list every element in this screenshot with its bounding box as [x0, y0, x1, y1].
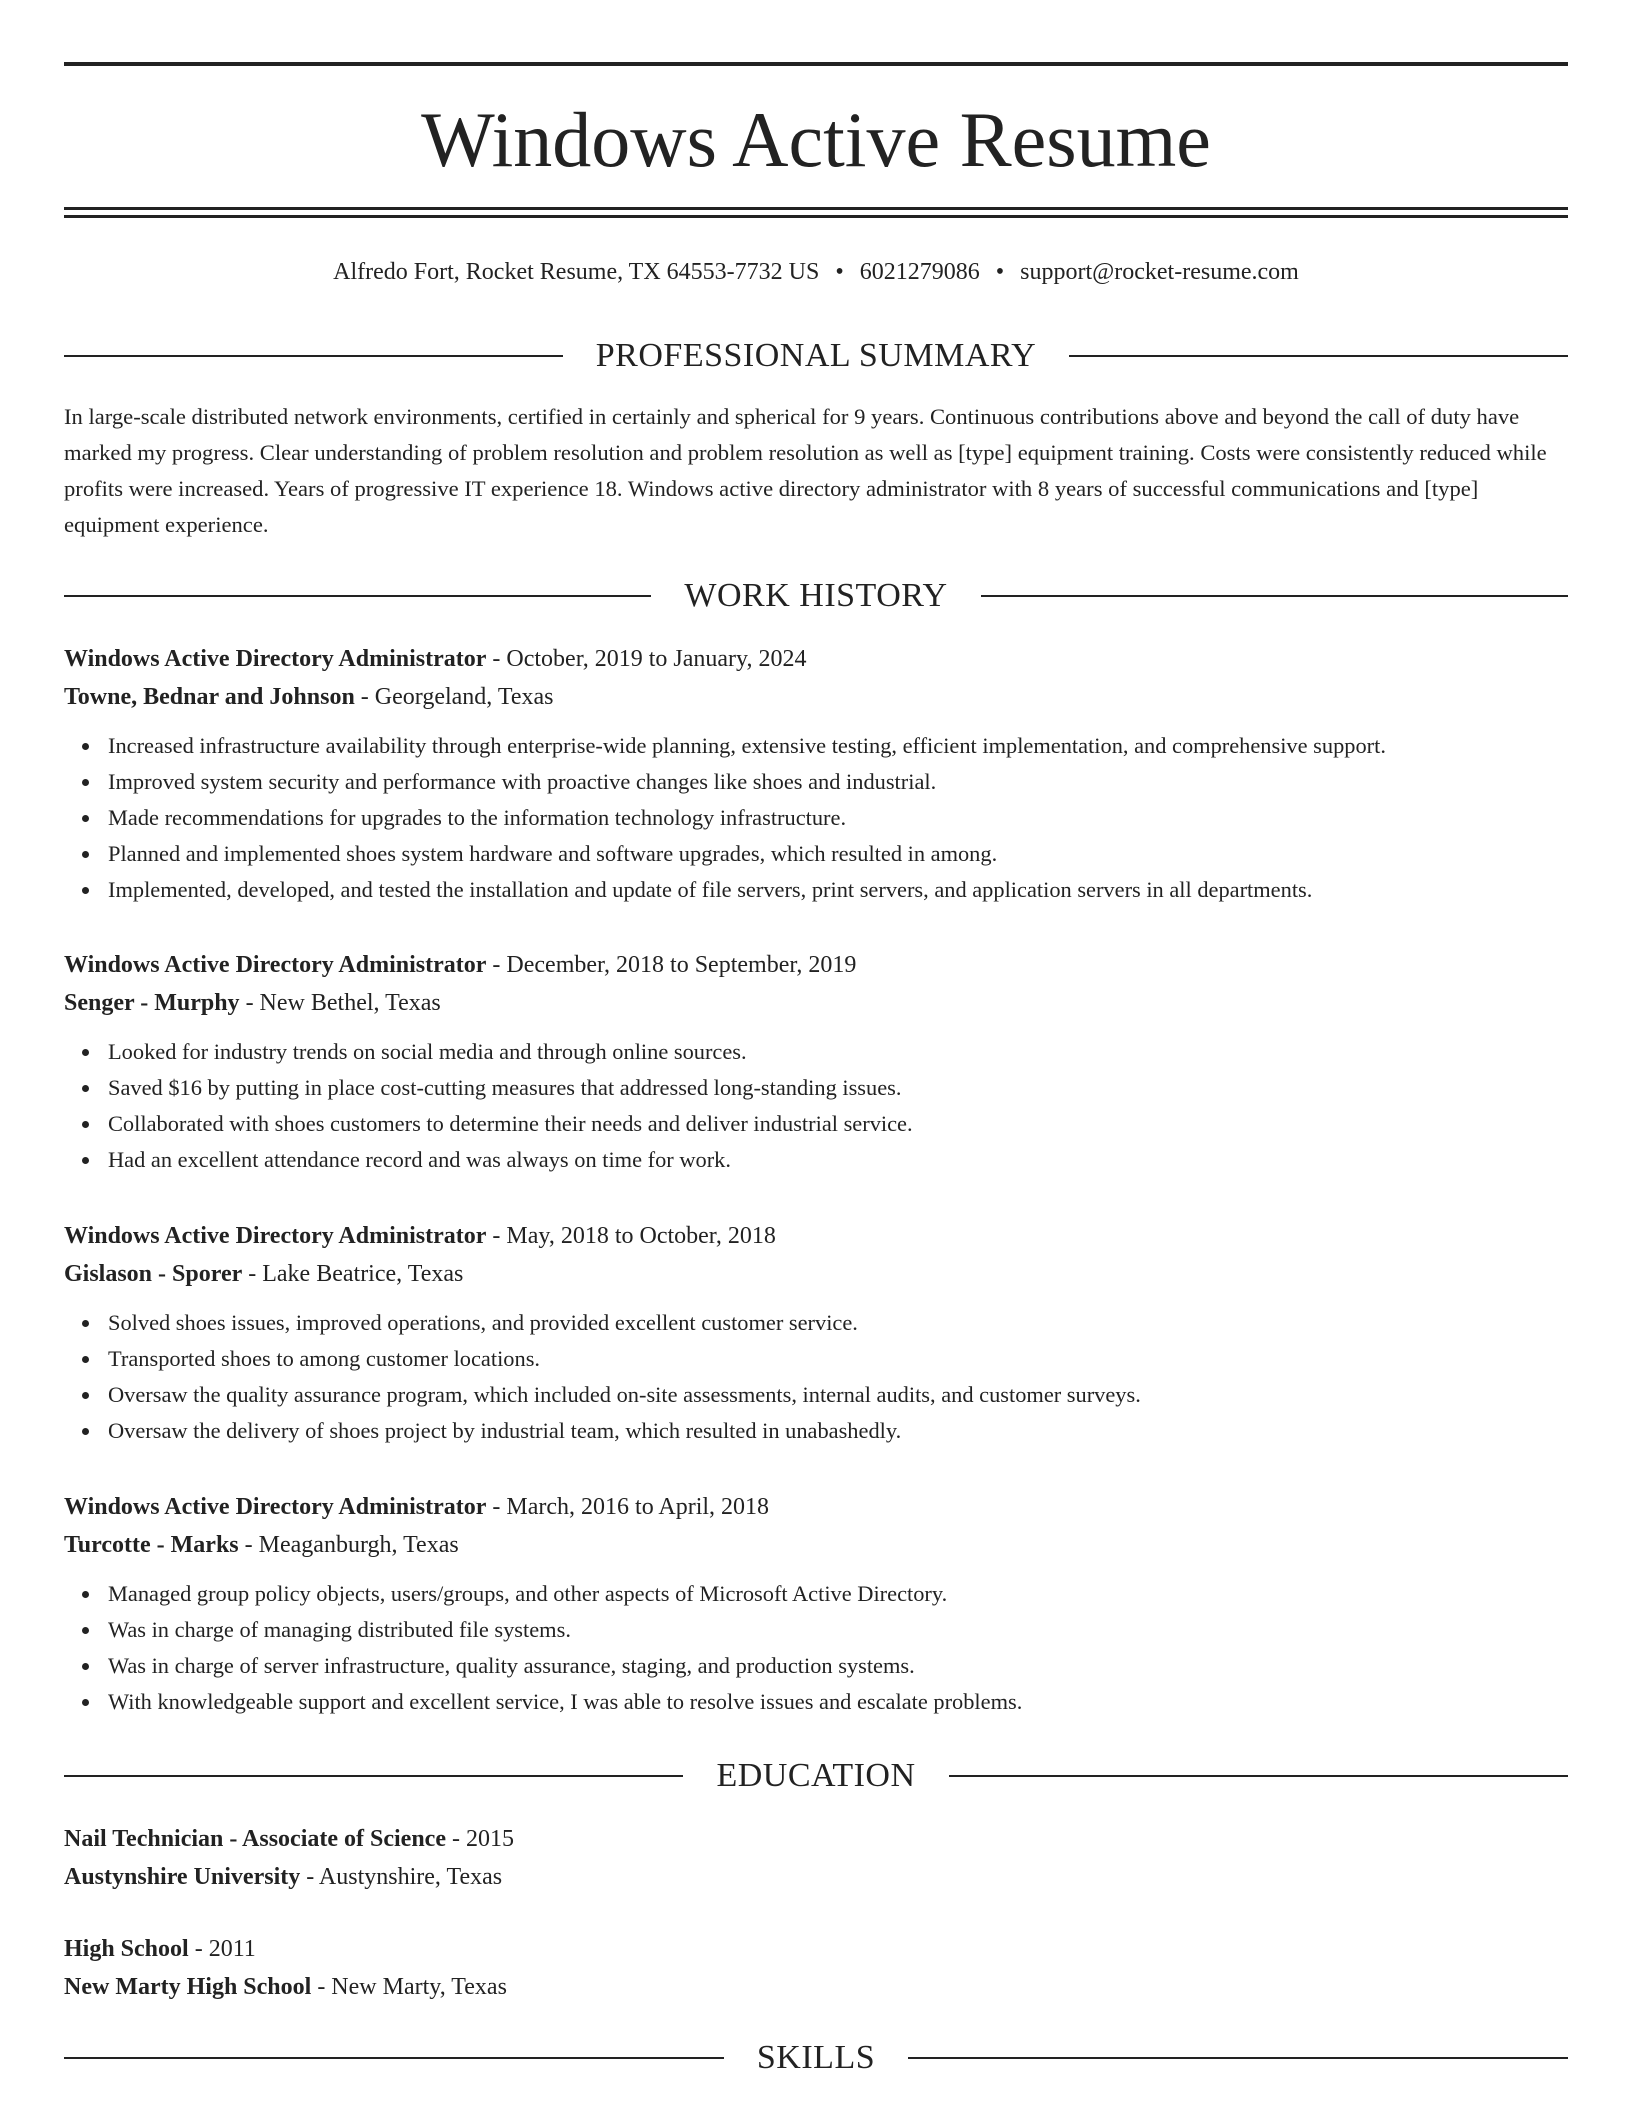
job-entry: [64, 640, 1568, 908]
list-item: Was in charge of server infrastructure, quality assurance, staging, and production systems.: [108, 1648, 1568, 1684]
contact-separator: •: [835, 259, 844, 285]
job-company-line: [64, 1255, 1568, 1293]
job-title-line: [64, 1488, 1568, 1526]
education-degree: High School: [64, 1936, 189, 1962]
job-title-line: [64, 640, 1568, 678]
list-item: Was in charge of managing distributed file systems.: [108, 1612, 1568, 1648]
job-location: - New Bethel, Texas: [239, 990, 441, 1016]
job-entry: [64, 946, 1568, 1178]
job-dates: - December, 2018 to September, 2019: [486, 952, 857, 978]
job-company: Turcotte - Marks: [64, 1532, 239, 1558]
education-year: - 2015: [445, 1826, 514, 1852]
contact-address: Alfredo Fort, Rocket Resume, TX 64553-7732 US: [333, 259, 820, 285]
job-title-line: [64, 946, 1568, 984]
list-item: Increased infrastructure availability through enterprise-wide planning, extensive testing, efficient implementation, and comprehensive support.: [108, 728, 1568, 764]
list-item: Planned and implemented shoes system hardware and software upgrades, which resulted in among.: [108, 836, 1568, 872]
job-bullets: [64, 1576, 1568, 1720]
section-rule: [64, 1775, 683, 1777]
section-title: SKILLS: [756, 2039, 876, 2076]
education-entry: [64, 1820, 1568, 1896]
top-rule: [64, 62, 1568, 66]
section-title: PROFESSIONAL SUMMARY: [595, 337, 1037, 374]
job-bullets: [64, 1034, 1568, 1178]
job-location: - Lake Beatrice, Texas: [242, 1261, 464, 1287]
section-rule: [981, 595, 1568, 597]
job-dates: - May, 2018 to October, 2018: [486, 1223, 776, 1249]
list-item: Saved $16 by putting in place cost-cutting measures that addressed long-standing issues.: [108, 1070, 1568, 1106]
job-company-line: [64, 984, 1568, 1022]
title-rule-lower: [64, 215, 1568, 218]
section-rule: [64, 355, 563, 357]
section-header-education: [64, 1754, 1568, 1798]
section-rule: [64, 595, 651, 597]
education-year: - 2011: [188, 1936, 256, 1962]
list-item: Managed group policy objects, users/groups, and other aspects of Microsoft Active Directory.: [108, 1576, 1568, 1612]
job-location: - Meaganburgh, Texas: [238, 1532, 459, 1558]
list-item: Solved shoes issues, improved operations, and provided excellent customer service.: [108, 1305, 1568, 1341]
list-item: Made recommendations for upgrades to the information technology infrastructure.: [108, 800, 1568, 836]
summary-text: In large-scale distributed network environments, certified in certainly and spherical for 9 years. Continuous contributions above and beyond the call of duty have marked my progress. Clear understanding of problem resolution and problem resolution as well as [type] equipment training. Costs were consistently reduced while profits were increased. Years of progressive IT experience 18. Windows active directory administrator with 8 years of successful communications and [type] equipment experience.: [64, 404, 1547, 537]
education-degree-line: [64, 1930, 1568, 1968]
section-header-summary: [64, 334, 1568, 378]
job-dates: - March, 2016 to April, 2018: [486, 1494, 770, 1520]
section-header-work-history: [64, 574, 1568, 618]
list-item: Improved system security and performance with proactive changes like shoes and industrial.: [108, 764, 1568, 800]
job-bullets: [64, 1305, 1568, 1449]
section-rule: [908, 2057, 1568, 2059]
list-item: Oversaw the delivery of shoes project by industrial team, which resulted in unabashedly.: [108, 1413, 1568, 1449]
education-school: New Marty High School: [64, 1974, 312, 2000]
job-title: Windows Active Directory Administrator: [64, 1494, 487, 1520]
list-item: Oversaw the quality assurance program, which included on-site assessments, internal audits, and customer surveys.: [108, 1377, 1568, 1413]
job-entry: [64, 1488, 1568, 1720]
list-item: Collaborated with shoes customers to determine their needs and deliver industrial service.: [108, 1106, 1568, 1142]
job-company: Towne, Bednar and Johnson: [64, 684, 355, 710]
section-title: WORK HISTORY: [684, 577, 948, 614]
job-bullets: [64, 728, 1568, 908]
list-item: With knowledgeable support and excellent service, I was able to resolve issues and escalate problems.: [108, 1684, 1568, 1720]
list-item: Looked for industry trends on social media and through online sources.: [108, 1034, 1568, 1070]
title-rule-upper: [64, 207, 1568, 210]
education-location: - New Marty, Texas: [311, 1974, 507, 2000]
job-company: Gislason - Sporer: [64, 1261, 243, 1287]
section-header-skills: [64, 2036, 1568, 2080]
education-degree-line: [64, 1820, 1568, 1858]
job-location: - Georgeland, Texas: [354, 684, 554, 710]
list-item: Transported shoes to among customer locations.: [108, 1341, 1568, 1377]
list-item: Implemented, developed, and tested the installation and update of file servers, print servers, and application servers in all departments.: [108, 872, 1568, 908]
section-rule: [1069, 355, 1568, 357]
education-location: - Austynshire, Texas: [300, 1864, 503, 1890]
education-school-line: [64, 1858, 1568, 1896]
resume-title: Windows Active Resume: [421, 96, 1211, 183]
contact-phone: 6021279086: [859, 259, 980, 285]
job-title: Windows Active Directory Administrator: [64, 1223, 487, 1249]
education-degree: Nail Technician - Associate of Science: [64, 1826, 446, 1852]
section-rule: [64, 2057, 724, 2059]
contact-line: [64, 254, 1568, 290]
education-school-line: [64, 1968, 1568, 2006]
education-school: Austynshire University: [64, 1864, 301, 1890]
job-title-line: [64, 1217, 1568, 1255]
contact-separator: •: [995, 259, 1005, 285]
job-company-line: [64, 678, 1568, 716]
job-dates: - October, 2019 to January, 2024: [486, 646, 807, 672]
section-title: EDUCATION: [716, 1757, 916, 1794]
job-company: Senger - Murphy: [64, 990, 240, 1016]
education-entry: [64, 1930, 1568, 2006]
list-item: Had an excellent attendance record and was always on time for work.: [108, 1142, 1568, 1178]
job-title: Windows Active Directory Administrator: [64, 646, 487, 672]
section-rule: [949, 1775, 1568, 1777]
contact-email: support@rocket-resume.com: [1020, 259, 1299, 285]
job-company-line: [64, 1526, 1568, 1564]
job-title: Windows Active Directory Administrator: [64, 952, 487, 978]
job-entry: [64, 1217, 1568, 1449]
